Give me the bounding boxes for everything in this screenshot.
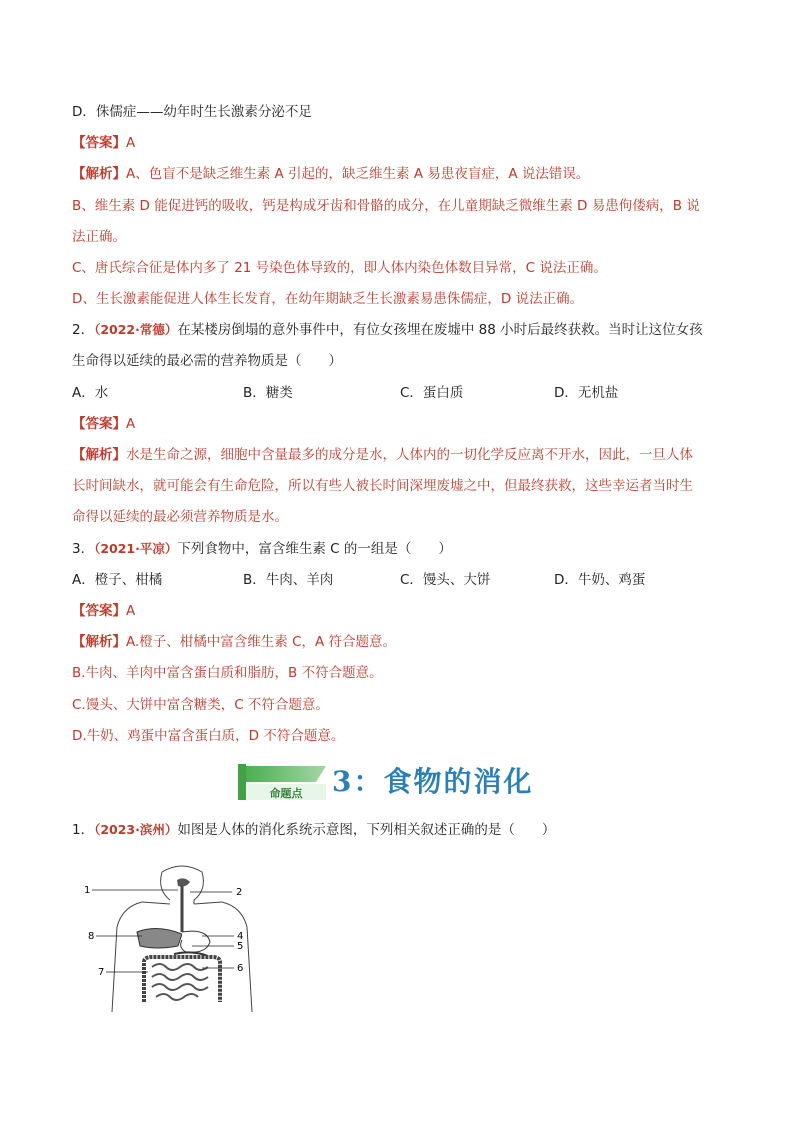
q2-analysis-line-1: 【解析】水是生命之源，细胞中含量最多的成分是水，人体内的一切化学反应离不开水，因此，一旦人体 (72, 447, 693, 463)
q1-analysis-line-1: 【解析】A、色盲不是缺乏维生素 A 引起的，缺乏维生素 A 易患夜盲症，A 说法错误。 (72, 166, 590, 182)
q1-option-d: D．侏儒症——幼年时生长激素分泌不足 (72, 104, 312, 120)
q2-answer: 【答案】A (72, 416, 136, 432)
q3-analysis-line-2: B.牛肉、羊肉中富含蛋白质和脂肪，B 不符合题意。 (72, 665, 383, 681)
diagram-label-5: 5 (237, 941, 244, 952)
q1-analysis-line-5: D、生长激素能促进人体生长发育，在幼年期缺乏生长激素易患侏儒症，D 说法正确。 (72, 291, 584, 307)
q1-analysis-line-3: 法正确。 (72, 229, 126, 245)
q2-stem-line-1: 2．（2022·常德）在某楼房倒塌的意外事件中，有位女孩埋在废墟中 88 小时后最终获救。当时让这位女孩 (72, 322, 703, 338)
q2-option-a: A．水 (72, 385, 109, 401)
q2-option-d: D．无机盐 (554, 385, 619, 401)
diagram-label-6: 6 (237, 963, 244, 974)
q1-answer: 【答案】A (72, 135, 136, 151)
q2-analysis-line-3: 命得以延续的最必须营养物质是水。 (72, 509, 288, 525)
q3-option-a: A．橙子、柑橘 (72, 572, 163, 588)
q4-stem: 1．（2023·滨州）如图是人体的消化系统示意图，下列相关叙述正确的是（ ） (72, 822, 556, 838)
digestive-system-diagram (82, 862, 272, 1012)
q3-option-c: C．馒头、大饼 (400, 572, 491, 588)
section-banner (236, 760, 566, 804)
section-flag-icon (236, 762, 328, 802)
q3-analysis-line-3: C.馒头、大饼中富含糖类，C 不符合题意。 (72, 697, 329, 713)
diagram-label-8: 8 (88, 931, 95, 942)
diagram-label-7: 7 (98, 967, 105, 978)
q2-analysis-line-2: 长时间缺水，就可能会有生命危险，所以有些人被长时间深埋废墟之中，但最终获救，这些幸运者当时生 (72, 478, 693, 494)
q1-analysis-line-4: C、唐氏综合征是体内多了 21 号染色体导致的，即人体内染色体数目异常，C 说法正确。 (72, 260, 607, 276)
diagram-label-1: 1 (84, 885, 91, 896)
diagram-label-2: 2 (236, 887, 243, 898)
q3-analysis-line-1: 【解析】A.橙子、柑橘中富含维生素 C，A 符合题意。 (72, 634, 397, 650)
q3-option-b: B．牛肉、羊肉 (243, 572, 334, 588)
section-title: 3：食物的消化 (332, 765, 534, 798)
section-tag: 命题点 (269, 787, 303, 800)
q2-option-c: C．蛋白质 (400, 385, 464, 401)
q3-analysis-line-4: D.牛奶、鸡蛋中富含蛋白质，D 不符合题意。 (72, 728, 345, 744)
q2-stem-line-2: 生命得以延续的最必需的营养物质是（ ） (72, 353, 342, 369)
q1-analysis-line-2: B、维生素 D 能促进钙的吸收，钙是构成牙齿和骨骼的成分，在儿童期缺乏微维生素 D 易患佝偻病，B 说 (72, 198, 700, 214)
q3-stem: 3．（2021·平凉）下列食物中，富含维生素 C 的一组是（ ） (72, 541, 452, 557)
q2-option-b: B．糖类 (243, 385, 293, 401)
diagram-label-4: 4 (237, 931, 244, 942)
q3-option-d: D．牛奶、鸡蛋 (554, 572, 646, 588)
q3-answer: 【答案】A (72, 603, 136, 619)
